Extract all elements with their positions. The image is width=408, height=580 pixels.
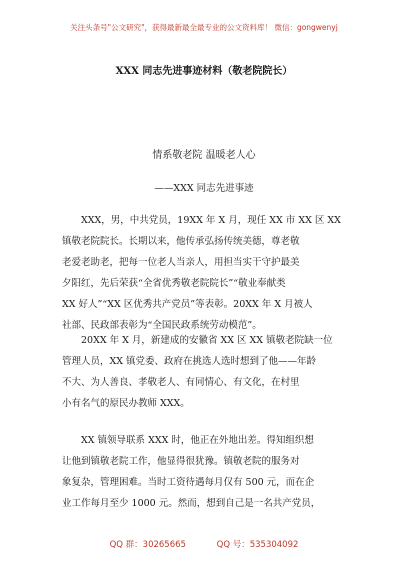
footer-contact xyxy=(0,538,408,550)
subtitle-byline: ——XXX 同志先进事迹 xyxy=(154,183,254,194)
paragraph-line: 老爱老助老，把每一位老人当亲人，用担当实干守护最美 xyxy=(62,257,300,268)
paragraph-line: 20XX 年 X 月，新建成的安徽省 XX 区 XX 镇敬老院缺一位 xyxy=(62,335,333,346)
paragraph-line: 业工作每月至少 1000 元。然而，想到自己是一名共产党员， xyxy=(62,498,321,509)
paragraph-line: 夕阳红，先后荣获“全省优秀敬老院院长”“敬业奉献类 xyxy=(62,278,286,289)
paragraph-line: 镇敬老院院长。长期以来，他传承弘扬传统美德，尊老敬 xyxy=(62,236,300,247)
document-title: XXX 同志先进事迹材料（敬老院院长） xyxy=(115,66,293,77)
paragraph-1 xyxy=(62,210,348,336)
header-note: 关注头条号"公文研究"，获得最新最全最专业的公文资料库！ 微信：gongwenyj xyxy=(70,23,338,32)
qq-group-text: QQ 群：30265665 xyxy=(109,540,186,550)
qq-number-text: QQ 号：535304092 xyxy=(216,540,299,550)
paragraph-line: XX 镇领导联系 XXX 时，他正在外地出差。得知组织想 xyxy=(62,435,314,446)
subtitle: 情系敬老院 温暖老人心 xyxy=(152,150,256,161)
paragraph-line: XXX，男，中共党员，19XX 年 X 月，现任 XX 市 XX 区 XX xyxy=(62,215,341,226)
paragraph-line: 小有名气的原民办教师 XXX。 xyxy=(62,398,190,409)
paragraph-line: 象复杂，管理困难。当时工资待遇每月仅有 500 元，而在企 xyxy=(62,477,315,488)
paragraph-2 xyxy=(62,330,348,414)
paragraph-line: 管理人员，XX 镇党委、政府在挑选人选时想到了他——年龄 xyxy=(62,356,317,367)
paragraph-line: 让他到镇敬老院工作，他显得很犹豫。镇敬老院的服务对 xyxy=(62,456,300,467)
paragraph-line: 社部、民政部表彰为“全国民政系统劳动模范”。 xyxy=(62,320,262,331)
paragraph-3 xyxy=(62,430,348,514)
paragraph-line: 不大、为人善良、孝敬老人、有同情心、有文化，在村里 xyxy=(62,377,300,388)
paragraph-line: XX 好人”“XX 区优秀共产党员”等表彰。20XX 年 X 月被人 xyxy=(62,299,313,310)
